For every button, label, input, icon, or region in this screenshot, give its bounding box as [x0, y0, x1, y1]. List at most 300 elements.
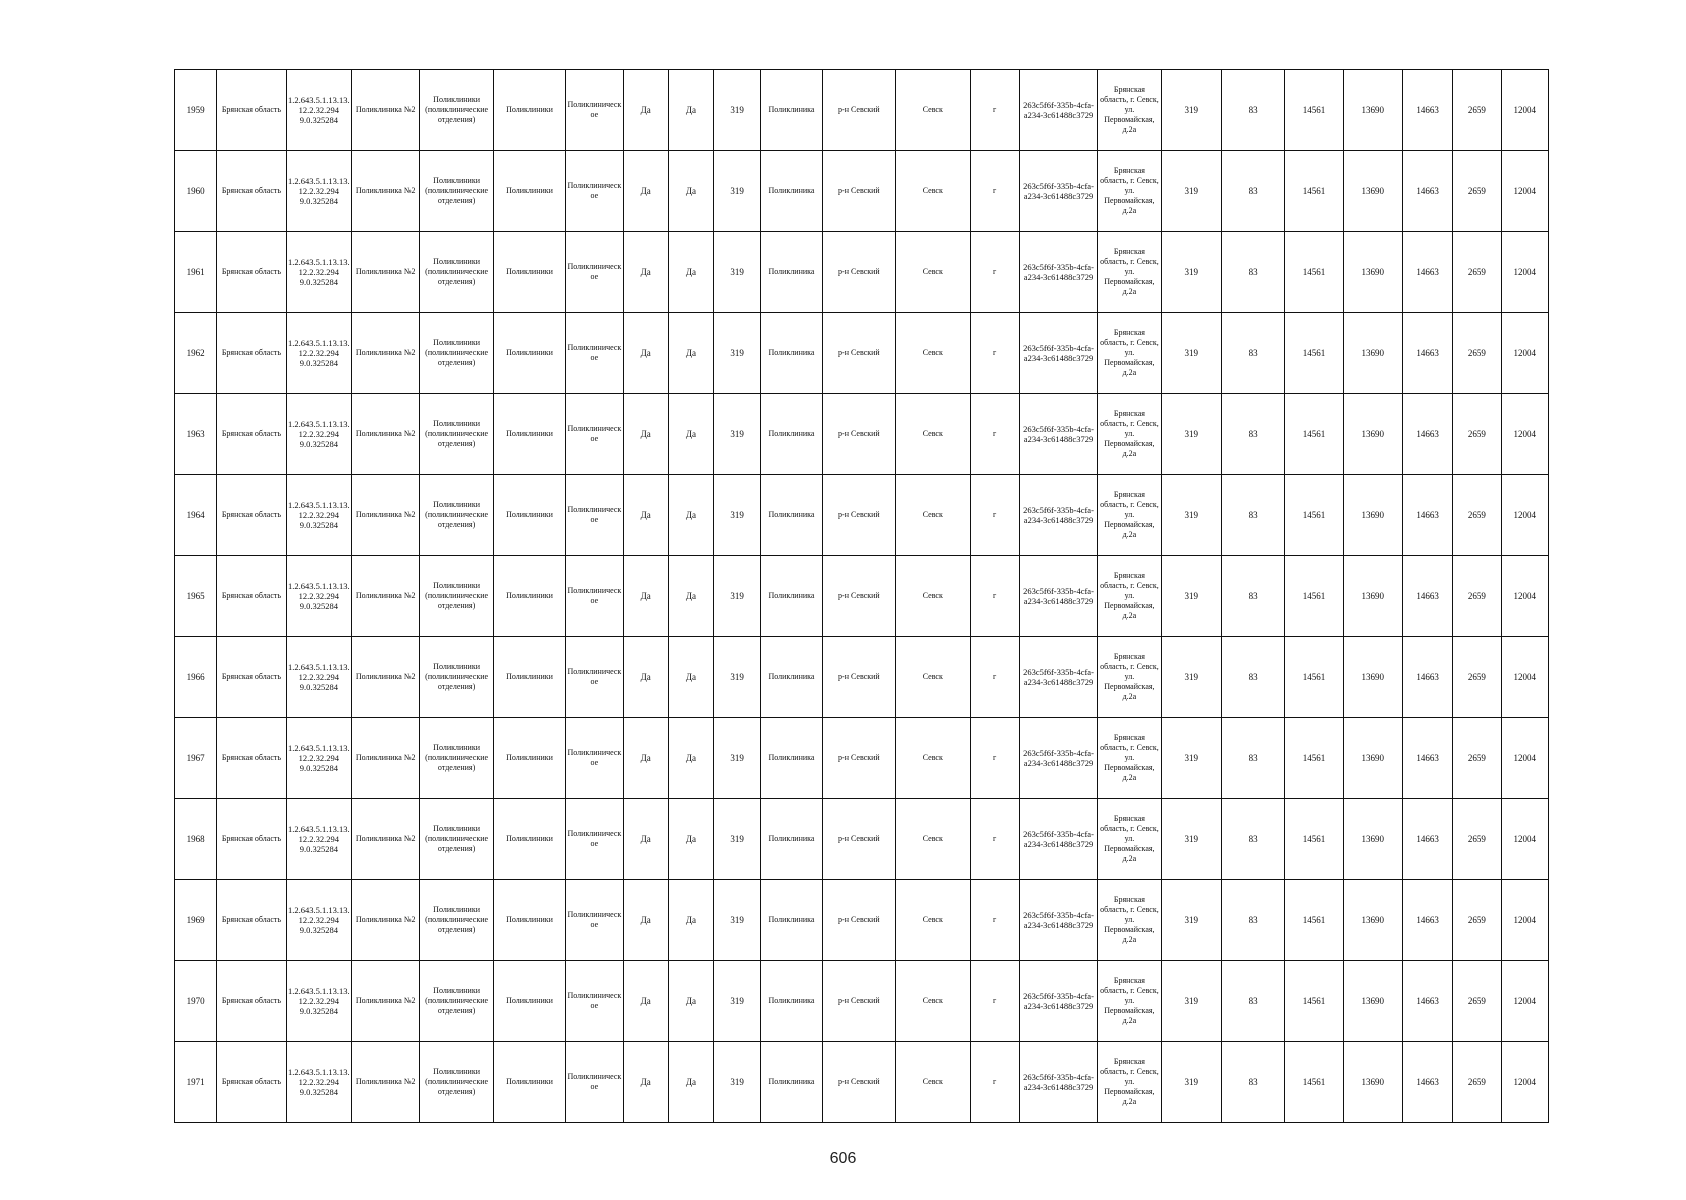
cell-value-4: 13690 [1343, 799, 1402, 880]
cell-row-number: 1963 [175, 394, 217, 475]
cell-value-1: 319 [1161, 718, 1221, 799]
cell-value-7: 12004 [1501, 799, 1548, 880]
cell-flag-1: Да [623, 556, 668, 637]
cell-value-3: 14561 [1285, 475, 1343, 556]
cell-region: Брянская область [217, 313, 286, 394]
cell-city-type: г [970, 151, 1019, 232]
cell-type: Поликлиники (поликлинические отделения) [420, 313, 493, 394]
table-body [175, 70, 1549, 1123]
cell-district: р-н Севский [822, 151, 895, 232]
cell-address: Брянская область, г. Севск, ул. Первомайская, д.2а [1098, 151, 1161, 232]
cell-district: р-н Севский [822, 637, 895, 718]
cell-value-1: 319 [1161, 151, 1221, 232]
cell-district: р-н Севский [822, 232, 895, 313]
cell-value-7: 12004 [1501, 1042, 1548, 1123]
cell-unit: Поликлиника [761, 556, 822, 637]
cell-row-number: 1965 [175, 556, 217, 637]
cell-guid: 263c5f6f-335b-4cfa-a234-3c61488c3729 [1019, 151, 1097, 232]
cell-code: 319 [714, 394, 761, 475]
cell-unit: Поликлиника [761, 475, 822, 556]
cell-guid: 263c5f6f-335b-4cfa-a234-3c61488c3729 [1019, 232, 1097, 313]
cell-flag-2: Да [668, 637, 713, 718]
cell-district: р-н Севский [822, 1042, 895, 1123]
cell-value-6: 2659 [1453, 880, 1501, 961]
cell-value-2: 83 [1221, 232, 1284, 313]
cell-oid: 1.2.643.5.1.13.13.12.2.32.294 9.0.325284 [286, 718, 351, 799]
cell-value-7: 12004 [1501, 394, 1548, 475]
cell-guid: 263c5f6f-335b-4cfa-a234-3c61488c3729 [1019, 556, 1097, 637]
cell-city: Севск [896, 475, 970, 556]
table-row [175, 637, 1549, 718]
cell-name: Поликлиника №2 [352, 799, 420, 880]
cell-category: Поликлиники [493, 880, 565, 961]
cell-kind: Поликлиническое [566, 880, 623, 961]
cell-flag-2: Да [668, 475, 713, 556]
cell-guid: 263c5f6f-335b-4cfa-a234-3c61488c3729 [1019, 718, 1097, 799]
cell-category: Поликлиники [493, 70, 565, 151]
cell-region: Брянская область [217, 151, 286, 232]
cell-flag-2: Да [668, 394, 713, 475]
cell-address: Брянская область, г. Севск, ул. Первомайская, д.2а [1098, 799, 1161, 880]
cell-flag-1: Да [623, 232, 668, 313]
cell-row-number: 1960 [175, 151, 217, 232]
cell-value-6: 2659 [1453, 70, 1501, 151]
cell-code: 319 [714, 1042, 761, 1123]
cell-value-5: 14663 [1402, 718, 1452, 799]
cell-oid: 1.2.643.5.1.13.13.12.2.32.294 9.0.325284 [286, 637, 351, 718]
cell-value-6: 2659 [1453, 151, 1501, 232]
cell-kind: Поликлиническое [566, 1042, 623, 1123]
cell-oid: 1.2.643.5.1.13.13.12.2.32.294 9.0.325284 [286, 394, 351, 475]
cell-value-3: 14561 [1285, 961, 1343, 1042]
cell-oid: 1.2.643.5.1.13.13.12.2.32.294 9.0.325284 [286, 70, 351, 151]
cell-city: Севск [896, 70, 970, 151]
cell-city: Севск [896, 799, 970, 880]
cell-address: Брянская область, г. Севск, ул. Первомайская, д.2а [1098, 394, 1161, 475]
cell-flag-1: Да [623, 70, 668, 151]
cell-value-3: 14561 [1285, 637, 1343, 718]
cell-value-6: 2659 [1453, 1042, 1501, 1123]
cell-city-type: г [970, 394, 1019, 475]
cell-flag-2: Да [668, 799, 713, 880]
cell-region: Брянская область [217, 799, 286, 880]
cell-unit: Поликлиника [761, 880, 822, 961]
cell-row-number: 1969 [175, 880, 217, 961]
cell-address: Брянская область, г. Севск, ул. Первомайская, д.2а [1098, 232, 1161, 313]
cell-value-4: 13690 [1343, 70, 1402, 151]
cell-oid: 1.2.643.5.1.13.13.12.2.32.294 9.0.325284 [286, 961, 351, 1042]
cell-name: Поликлиника №2 [352, 880, 420, 961]
cell-value-7: 12004 [1501, 880, 1548, 961]
cell-flag-2: Да [668, 880, 713, 961]
cell-district: р-н Севский [822, 394, 895, 475]
table-row [175, 1042, 1549, 1123]
cell-value-4: 13690 [1343, 1042, 1402, 1123]
cell-value-5: 14663 [1402, 556, 1452, 637]
cell-unit: Поликлиника [761, 718, 822, 799]
cell-district: р-н Севский [822, 718, 895, 799]
cell-district: р-н Севский [822, 799, 895, 880]
cell-flag-2: Да [668, 961, 713, 1042]
cell-value-7: 12004 [1501, 556, 1548, 637]
cell-district: р-н Севский [822, 70, 895, 151]
cell-city-type: г [970, 475, 1019, 556]
cell-value-5: 14663 [1402, 1042, 1452, 1123]
cell-value-2: 83 [1221, 880, 1284, 961]
cell-code: 319 [714, 961, 761, 1042]
cell-value-3: 14561 [1285, 799, 1343, 880]
cell-name: Поликлиника №2 [352, 475, 420, 556]
cell-value-4: 13690 [1343, 475, 1402, 556]
cell-guid: 263c5f6f-335b-4cfa-a234-3c61488c3729 [1019, 313, 1097, 394]
cell-value-5: 14663 [1402, 475, 1452, 556]
cell-city-type: г [970, 70, 1019, 151]
cell-city: Севск [896, 232, 970, 313]
cell-name: Поликлиника №2 [352, 718, 420, 799]
cell-value-6: 2659 [1453, 394, 1501, 475]
cell-region: Брянская область [217, 70, 286, 151]
cell-value-4: 13690 [1343, 637, 1402, 718]
table-row [175, 70, 1549, 151]
cell-value-3: 14561 [1285, 313, 1343, 394]
cell-address: Брянская область, г. Севск, ул. Первомайская, д.2а [1098, 70, 1161, 151]
cell-flag-2: Да [668, 1042, 713, 1123]
cell-value-3: 14561 [1285, 394, 1343, 475]
cell-flag-1: Да [623, 799, 668, 880]
cell-city: Севск [896, 637, 970, 718]
cell-unit: Поликлиника [761, 637, 822, 718]
cell-region: Брянская область [217, 637, 286, 718]
cell-city-type: г [970, 880, 1019, 961]
cell-flag-2: Да [668, 718, 713, 799]
cell-value-2: 83 [1221, 394, 1284, 475]
cell-category: Поликлиники [493, 151, 565, 232]
cell-code: 319 [714, 232, 761, 313]
cell-region: Брянская область [217, 880, 286, 961]
cell-code: 319 [714, 799, 761, 880]
cell-district: р-н Севский [822, 313, 895, 394]
cell-category: Поликлиники [493, 718, 565, 799]
cell-city-type: г [970, 799, 1019, 880]
cell-district: р-н Севский [822, 556, 895, 637]
cell-value-7: 12004 [1501, 151, 1548, 232]
cell-city: Севск [896, 1042, 970, 1123]
cell-value-5: 14663 [1402, 151, 1452, 232]
cell-unit: Поликлиника [761, 70, 822, 151]
cell-value-7: 12004 [1501, 475, 1548, 556]
cell-row-number: 1962 [175, 313, 217, 394]
cell-row-number: 1967 [175, 718, 217, 799]
cell-oid: 1.2.643.5.1.13.13.12.2.32.294 9.0.325284 [286, 799, 351, 880]
cell-flag-1: Да [623, 880, 668, 961]
cell-flag-1: Да [623, 637, 668, 718]
cell-value-5: 14663 [1402, 799, 1452, 880]
cell-value-6: 2659 [1453, 961, 1501, 1042]
cell-address: Брянская область, г. Севск, ул. Первомайская, д.2а [1098, 1042, 1161, 1123]
table-row [175, 394, 1549, 475]
cell-address: Брянская область, г. Севск, ул. Первомайская, д.2а [1098, 880, 1161, 961]
cell-category: Поликлиники [493, 232, 565, 313]
cell-unit: Поликлиника [761, 961, 822, 1042]
cell-value-3: 14561 [1285, 151, 1343, 232]
cell-code: 319 [714, 313, 761, 394]
cell-value-2: 83 [1221, 475, 1284, 556]
cell-category: Поликлиники [493, 961, 565, 1042]
cell-flag-1: Да [623, 718, 668, 799]
cell-district: р-н Севский [822, 880, 895, 961]
cell-unit: Поликлиника [761, 1042, 822, 1123]
cell-value-4: 13690 [1343, 961, 1402, 1042]
cell-flag-1: Да [623, 313, 668, 394]
cell-name: Поликлиника №2 [352, 1042, 420, 1123]
cell-code: 319 [714, 556, 761, 637]
cell-guid: 263c5f6f-335b-4cfa-a234-3c61488c3729 [1019, 961, 1097, 1042]
table-row [175, 718, 1549, 799]
cell-value-7: 12004 [1501, 232, 1548, 313]
cell-code: 319 [714, 637, 761, 718]
cell-type: Поликлиники (поликлинические отделения) [420, 556, 493, 637]
cell-city-type: г [970, 232, 1019, 313]
cell-value-7: 12004 [1501, 718, 1548, 799]
cell-guid: 263c5f6f-335b-4cfa-a234-3c61488c3729 [1019, 475, 1097, 556]
cell-kind: Поликлиническое [566, 799, 623, 880]
cell-guid: 263c5f6f-335b-4cfa-a234-3c61488c3729 [1019, 70, 1097, 151]
cell-value-7: 12004 [1501, 70, 1548, 151]
cell-unit: Поликлиника [761, 394, 822, 475]
table-row [175, 880, 1549, 961]
cell-address: Брянская область, г. Севск, ул. Первомайская, д.2а [1098, 556, 1161, 637]
cell-value-4: 13690 [1343, 232, 1402, 313]
cell-value-2: 83 [1221, 637, 1284, 718]
cell-row-number: 1959 [175, 70, 217, 151]
cell-region: Брянская область [217, 718, 286, 799]
cell-value-3: 14561 [1285, 718, 1343, 799]
cell-value-5: 14663 [1402, 70, 1452, 151]
cell-name: Поликлиника №2 [352, 151, 420, 232]
cell-category: Поликлиники [493, 556, 565, 637]
cell-row-number: 1961 [175, 232, 217, 313]
cell-name: Поликлиника №2 [352, 394, 420, 475]
page-number: 606 [829, 1150, 857, 1167]
cell-value-1: 319 [1161, 232, 1221, 313]
cell-value-1: 319 [1161, 637, 1221, 718]
cell-region: Брянская область [217, 394, 286, 475]
cell-flag-1: Да [623, 475, 668, 556]
cell-value-3: 14561 [1285, 556, 1343, 637]
cell-value-1: 319 [1161, 556, 1221, 637]
cell-oid: 1.2.643.5.1.13.13.12.2.32.294 9.0.325284 [286, 475, 351, 556]
cell-oid: 1.2.643.5.1.13.13.12.2.32.294 9.0.325284 [286, 1042, 351, 1123]
cell-city: Севск [896, 151, 970, 232]
cell-value-2: 83 [1221, 556, 1284, 637]
cell-guid: 263c5f6f-335b-4cfa-a234-3c61488c3729 [1019, 799, 1097, 880]
cell-kind: Поликлиническое [566, 394, 623, 475]
cell-city: Севск [896, 880, 970, 961]
cell-city-type: г [970, 718, 1019, 799]
cell-value-6: 2659 [1453, 232, 1501, 313]
cell-guid: 263c5f6f-335b-4cfa-a234-3c61488c3729 [1019, 880, 1097, 961]
cell-value-1: 319 [1161, 475, 1221, 556]
cell-guid: 263c5f6f-335b-4cfa-a234-3c61488c3729 [1019, 1042, 1097, 1123]
cell-value-6: 2659 [1453, 637, 1501, 718]
cell-value-6: 2659 [1453, 556, 1501, 637]
cell-type: Поликлиники (поликлинические отделения) [420, 880, 493, 961]
table-row [175, 475, 1549, 556]
cell-kind: Поликлиническое [566, 313, 623, 394]
cell-row-number: 1968 [175, 799, 217, 880]
cell-kind: Поликлиническое [566, 556, 623, 637]
table-row [175, 961, 1549, 1042]
cell-flag-2: Да [668, 70, 713, 151]
cell-region: Брянская область [217, 961, 286, 1042]
cell-value-5: 14663 [1402, 313, 1452, 394]
cell-row-number: 1970 [175, 961, 217, 1042]
cell-value-1: 319 [1161, 313, 1221, 394]
cell-value-2: 83 [1221, 70, 1284, 151]
cell-type: Поликлиники (поликлинические отделения) [420, 961, 493, 1042]
cell-row-number: 1966 [175, 637, 217, 718]
cell-flag-1: Да [623, 394, 668, 475]
cell-value-4: 13690 [1343, 394, 1402, 475]
cell-value-6: 2659 [1453, 718, 1501, 799]
cell-value-6: 2659 [1453, 475, 1501, 556]
cell-city: Севск [896, 718, 970, 799]
cell-value-1: 319 [1161, 394, 1221, 475]
cell-flag-1: Да [623, 1042, 668, 1123]
cell-value-4: 13690 [1343, 151, 1402, 232]
cell-oid: 1.2.643.5.1.13.13.12.2.32.294 9.0.325284 [286, 313, 351, 394]
cell-oid: 1.2.643.5.1.13.13.12.2.32.294 9.0.325284 [286, 232, 351, 313]
cell-type: Поликлиники (поликлинические отделения) [420, 70, 493, 151]
cell-value-1: 319 [1161, 70, 1221, 151]
cell-value-1: 319 [1161, 961, 1221, 1042]
cell-value-7: 12004 [1501, 313, 1548, 394]
facility-table [174, 69, 1549, 1123]
cell-type: Поликлиники (поликлинические отделения) [420, 475, 493, 556]
cell-oid: 1.2.643.5.1.13.13.12.2.32.294 9.0.325284 [286, 151, 351, 232]
cell-region: Брянская область [217, 232, 286, 313]
cell-value-6: 2659 [1453, 799, 1501, 880]
cell-flag-2: Да [668, 232, 713, 313]
cell-value-4: 13690 [1343, 556, 1402, 637]
cell-address: Брянская область, г. Севск, ул. Первомайская, д.2а [1098, 475, 1161, 556]
cell-row-number: 1971 [175, 1042, 217, 1123]
cell-value-2: 83 [1221, 718, 1284, 799]
cell-code: 319 [714, 718, 761, 799]
cell-type: Поликлиники (поликлинические отделения) [420, 394, 493, 475]
cell-address: Брянская область, г. Севск, ул. Первомайская, д.2а [1098, 313, 1161, 394]
cell-value-5: 14663 [1402, 637, 1452, 718]
cell-category: Поликлиники [493, 799, 565, 880]
cell-name: Поликлиника №2 [352, 637, 420, 718]
cell-type: Поликлиники (поликлинические отделения) [420, 232, 493, 313]
cell-category: Поликлиники [493, 475, 565, 556]
cell-value-1: 319 [1161, 1042, 1221, 1123]
cell-name: Поликлиника №2 [352, 232, 420, 313]
cell-unit: Поликлиника [761, 799, 822, 880]
cell-flag-2: Да [668, 556, 713, 637]
cell-city: Севск [896, 961, 970, 1042]
cell-guid: 263c5f6f-335b-4cfa-a234-3c61488c3729 [1019, 637, 1097, 718]
cell-flag-1: Да [623, 961, 668, 1042]
cell-address: Брянская область, г. Севск, ул. Первомайская, д.2а [1098, 637, 1161, 718]
cell-value-4: 13690 [1343, 718, 1402, 799]
cell-value-2: 83 [1221, 1042, 1284, 1123]
cell-oid: 1.2.643.5.1.13.13.12.2.32.294 9.0.325284 [286, 556, 351, 637]
cell-value-5: 14663 [1402, 232, 1452, 313]
cell-flag-2: Да [668, 151, 713, 232]
cell-address: Брянская область, г. Севск, ул. Первомайская, д.2а [1098, 718, 1161, 799]
cell-code: 319 [714, 151, 761, 232]
cell-category: Поликлиники [493, 313, 565, 394]
cell-unit: Поликлиника [761, 151, 822, 232]
cell-district: р-н Севский [822, 961, 895, 1042]
cell-kind: Поликлиническое [566, 151, 623, 232]
cell-unit: Поликлиника [761, 232, 822, 313]
cell-category: Поликлиники [493, 637, 565, 718]
cell-region: Брянская область [217, 556, 286, 637]
cell-oid: 1.2.643.5.1.13.13.12.2.32.294 9.0.325284 [286, 880, 351, 961]
cell-category: Поликлиники [493, 1042, 565, 1123]
table-row [175, 313, 1549, 394]
cell-city: Севск [896, 556, 970, 637]
table-row [175, 556, 1549, 637]
cell-unit: Поликлиника [761, 313, 822, 394]
cell-value-1: 319 [1161, 799, 1221, 880]
cell-value-7: 12004 [1501, 637, 1548, 718]
cell-value-2: 83 [1221, 313, 1284, 394]
table-row [175, 151, 1549, 232]
cell-name: Поликлиника №2 [352, 961, 420, 1042]
cell-code: 319 [714, 880, 761, 961]
table-row [175, 232, 1549, 313]
cell-address: Брянская область, г. Севск, ул. Первомайская, д.2а [1098, 961, 1161, 1042]
cell-name: Поликлиника №2 [352, 556, 420, 637]
cell-category: Поликлиники [493, 394, 565, 475]
cell-city-type: г [970, 637, 1019, 718]
cell-value-2: 83 [1221, 151, 1284, 232]
cell-city: Севск [896, 313, 970, 394]
table-row [175, 799, 1549, 880]
cell-type: Поликлиники (поликлинические отделения) [420, 637, 493, 718]
cell-name: Поликлиника №2 [352, 70, 420, 151]
cell-kind: Поликлиническое [566, 718, 623, 799]
cell-type: Поликлиники (поликлинические отделения) [420, 799, 493, 880]
cell-kind: Поликлиническое [566, 637, 623, 718]
cell-value-4: 13690 [1343, 880, 1402, 961]
cell-value-5: 14663 [1402, 394, 1452, 475]
cell-value-3: 14561 [1285, 1042, 1343, 1123]
cell-value-7: 12004 [1501, 961, 1548, 1042]
cell-value-3: 14561 [1285, 70, 1343, 151]
cell-value-2: 83 [1221, 799, 1284, 880]
cell-kind: Поликлиническое [566, 475, 623, 556]
cell-flag-1: Да [623, 151, 668, 232]
cell-name: Поликлиника №2 [352, 313, 420, 394]
cell-type: Поликлиники (поликлинические отделения) [420, 1042, 493, 1123]
cell-value-5: 14663 [1402, 880, 1452, 961]
cell-region: Брянская область [217, 475, 286, 556]
cell-value-3: 14561 [1285, 880, 1343, 961]
cell-city-type: г [970, 556, 1019, 637]
cell-type: Поликлиники (поликлинические отделения) [420, 151, 493, 232]
cell-city-type: г [970, 1042, 1019, 1123]
cell-value-2: 83 [1221, 961, 1284, 1042]
cell-value-3: 14561 [1285, 232, 1343, 313]
cell-value-1: 319 [1161, 880, 1221, 961]
cell-row-number: 1964 [175, 475, 217, 556]
cell-district: р-н Севский [822, 475, 895, 556]
